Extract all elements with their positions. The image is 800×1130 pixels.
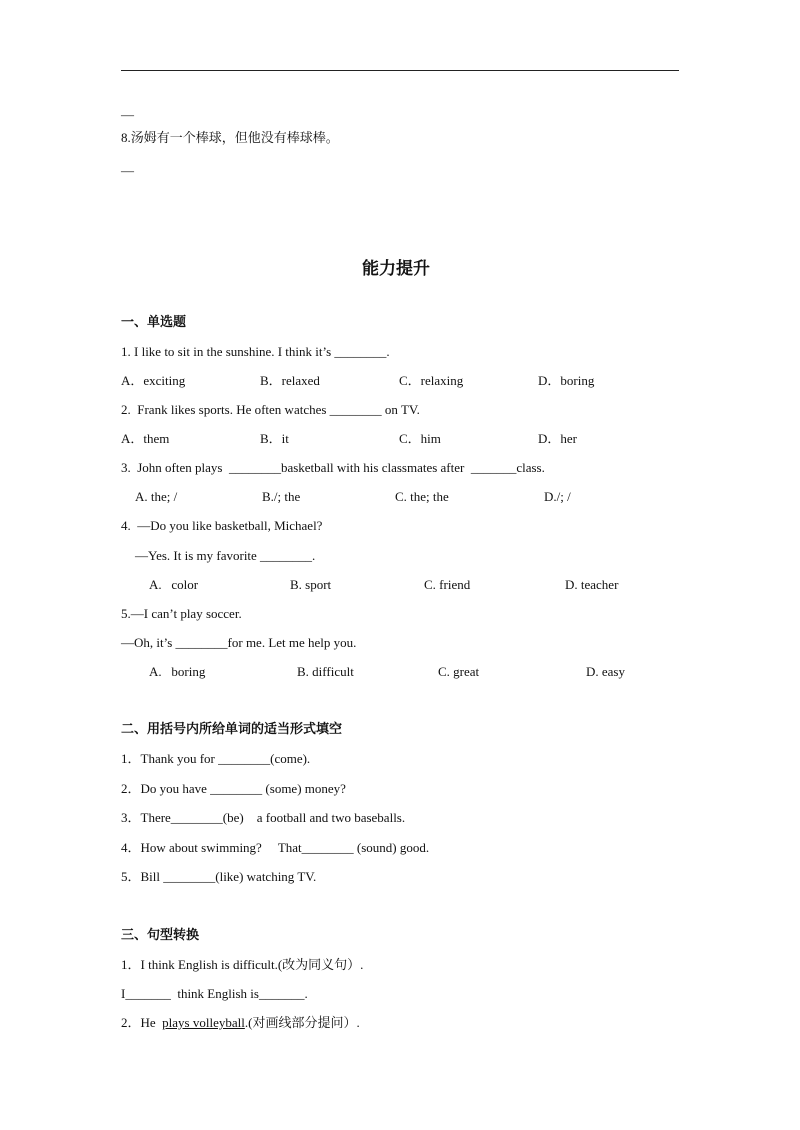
q4-line1: 4. —Do you like basketball, Michael? (121, 518, 323, 533)
q3-option-b: B./; the (262, 489, 301, 504)
q4-option-a: A. color (149, 577, 199, 592)
fill-item-2: 2．Do you have ________ (some) money? (121, 781, 346, 796)
part2-heading: 二、用括号内所给单词的适当形式填空 (121, 722, 343, 737)
q5-option-c: C. great (438, 664, 480, 679)
q2-stem: 2. Frank likes sports. He often watches ________ on TV. (121, 402, 420, 417)
q1-option-b: B．relaxed (260, 373, 320, 388)
transform-q2-suffix: .(对画线部分提问）. (244, 1015, 360, 1030)
q2-option-c: C．him (399, 431, 441, 446)
answer-dash: — (121, 163, 134, 178)
part1-heading: 一、单选题 (121, 315, 187, 330)
q4-option-c: C. friend (424, 577, 471, 592)
q3-stem: 3. John often plays ________basketball with his classmates after _______class. (121, 460, 545, 475)
q5-line1: 5.—I can’t play soccer. (121, 606, 242, 621)
q3-option-d: D./; / (544, 489, 571, 504)
fill-item-3: 3．There________(be) a football and two baseballs. (121, 810, 406, 825)
q3-option-c: C. the; the (395, 489, 449, 504)
transform-q2 (121, 1015, 360, 1031)
transform-q1-answer: I_______ think English is_______. (121, 986, 308, 1001)
part3-heading: 三、句型转换 (121, 928, 200, 943)
q1-option-c: C．relaxing (399, 373, 464, 388)
q4-line2: —Yes. It is my favorite ________. (135, 548, 316, 563)
q2-option-d: D．her (538, 431, 577, 446)
q1-option-a: A．exciting (121, 373, 186, 388)
q2-option-b: B．it (260, 431, 289, 446)
transform-q1: 1．I think English is difficult.(改为同义句）. (121, 957, 364, 972)
answer-dash: — (121, 107, 134, 122)
q3-option-a: A. the; / (135, 489, 178, 504)
underlined-phrase: plays volleyball (162, 1015, 245, 1030)
fill-item-1: 1．Thank you for ________(come). (121, 751, 311, 766)
fill-item-5: 5．Bill ________(like) watching TV. (121, 869, 317, 884)
q4-option-b: B. sport (290, 577, 332, 592)
q5-option-a: A. boring (149, 664, 206, 679)
q2-option-a: A．them (121, 431, 170, 446)
question-8: 8.汤姆有一个棒球，但他没有棒球棒。 (121, 130, 339, 145)
q4-option-d: D. teacher (565, 577, 619, 592)
q5-line2: —Oh, it’s ________for me. Let me help you. (121, 635, 357, 650)
section-title: 能力提升 (362, 259, 430, 279)
q1-stem: 1. I like to sit in the sunshine. I think it’s ________. (121, 344, 390, 359)
transform-q2-prefix: 2．He (121, 1015, 163, 1030)
q1-option-d: D．boring (538, 373, 595, 388)
fill-item-4: 4．How about swimming? That________ (sound) good. (121, 840, 430, 855)
header-rule (121, 70, 679, 71)
q5-option-b: B. difficult (297, 664, 354, 679)
q5-option-d: D. easy (586, 664, 625, 679)
